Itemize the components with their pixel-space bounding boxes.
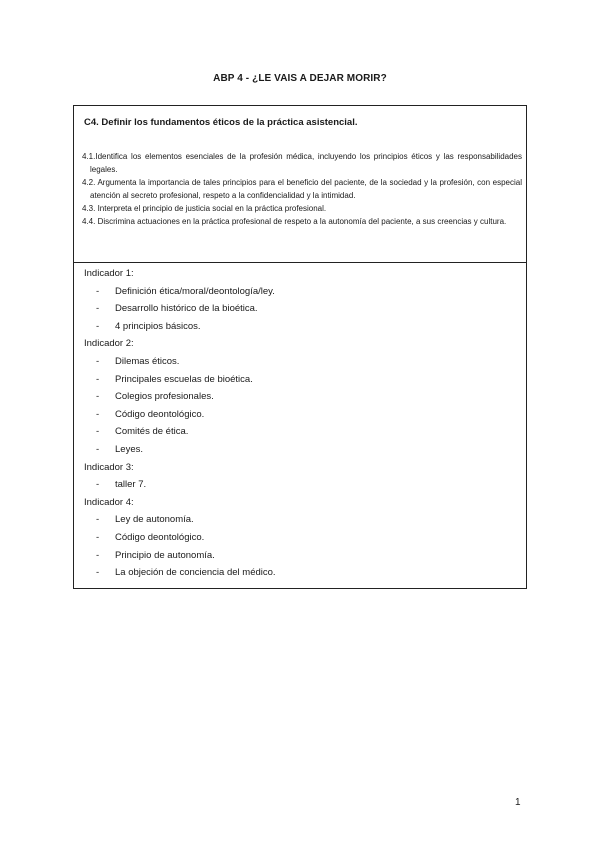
list-item: [84, 318, 516, 336]
list-item: [84, 511, 516, 529]
dash-bullet: -: [96, 426, 100, 438]
dash-bullet: -: [96, 391, 100, 403]
list-item-text: taller 7.: [115, 479, 147, 491]
indicator-1-list: [84, 283, 516, 336]
indicator-2-label: Indicador 2:: [84, 338, 134, 350]
objective-item: 4.3. Interpreta el principio de justicia social en la práctica profesional.: [82, 204, 327, 213]
list-item: [84, 564, 516, 582]
list-item: [84, 283, 516, 301]
list-item-text: Dilemas éticos.: [115, 355, 180, 367]
dash-bullet: -: [96, 285, 100, 297]
list-item: [84, 423, 516, 441]
list-item-text: Comités de ética.: [115, 426, 189, 438]
list-item-text: Desarrollo histórico de la bioética.: [115, 303, 258, 315]
objective-item: 4.1.Identifica los elementos esenciales de la profesión médica, incluyendo los principios éticos y las responsabilidades legales.: [82, 152, 522, 174]
list-item-text: Definición ética/moral/deontología/ley.: [115, 285, 275, 297]
list-item: [84, 441, 516, 459]
list-item-text: 4 principios básicos.: [115, 320, 201, 332]
list-item: [84, 371, 516, 389]
dash-bullet: -: [96, 373, 100, 385]
document-title: ABP 4 - ¿LE VAIS A DEJAR MORIR?: [213, 73, 387, 84]
dash-bullet: -: [96, 303, 100, 315]
list-item: [84, 476, 516, 494]
objective-item: 4.4. Discrimina actuaciones en la práctica profesional de respeto a la autonomía del paciente, a sus creencias y cultura.: [82, 217, 507, 226]
dash-bullet: -: [96, 479, 100, 491]
indicator-4-list: [84, 511, 516, 581]
indicator-3-label: Indicador 3:: [84, 461, 134, 473]
list-item: [84, 388, 516, 406]
competence-heading: C4. Definir los fundamentos éticos de la práctica asistencial.: [84, 117, 358, 128]
list-item-text: Principio de autonomía.: [115, 549, 215, 561]
competence-header-cell: [74, 106, 526, 263]
list-item-text: Ley de autonomía.: [115, 514, 194, 526]
list-item: [84, 547, 516, 565]
competence-table: [73, 105, 527, 589]
indicator-2-list: [84, 353, 516, 459]
objective-item: 4.2. Argumenta la importancia de tales principios para el beneficio del paciente, de la sociedad y la profesión, con especial atención al secreto profesional, respeto a la confidencialidad y la intimidad.: [82, 178, 522, 200]
list-item: [84, 353, 516, 371]
list-item-text: Leyes.: [115, 443, 143, 455]
dash-bullet: -: [96, 567, 100, 579]
dash-bullet: -: [96, 408, 100, 420]
list-item: [84, 406, 516, 424]
list-item-text: Código deontológico.: [115, 408, 205, 420]
list-item-text: Código deontológico.: [115, 531, 205, 543]
list-item: [84, 529, 516, 547]
indicator-3-list: [84, 476, 516, 494]
dash-bullet: -: [96, 320, 100, 332]
indicator-4-label: Indicador 4:: [84, 496, 134, 508]
dash-bullet: -: [96, 514, 100, 526]
list-item-text: La objeción de conciencia del médico.: [115, 567, 276, 579]
list-item-text: Colegios profesionales.: [115, 391, 214, 403]
objectives-list: [82, 150, 522, 228]
list-item-text: Principales escuelas de bioética.: [115, 373, 253, 385]
dash-bullet: -: [96, 531, 100, 543]
list-item: [84, 300, 516, 318]
indicators-cell: [84, 265, 516, 582]
indicator-1-label: Indicador 1:: [84, 268, 134, 279]
page-number: 1: [515, 797, 521, 808]
dash-bullet: -: [96, 549, 100, 561]
dash-bullet: -: [96, 355, 100, 367]
dash-bullet: -: [96, 443, 100, 455]
